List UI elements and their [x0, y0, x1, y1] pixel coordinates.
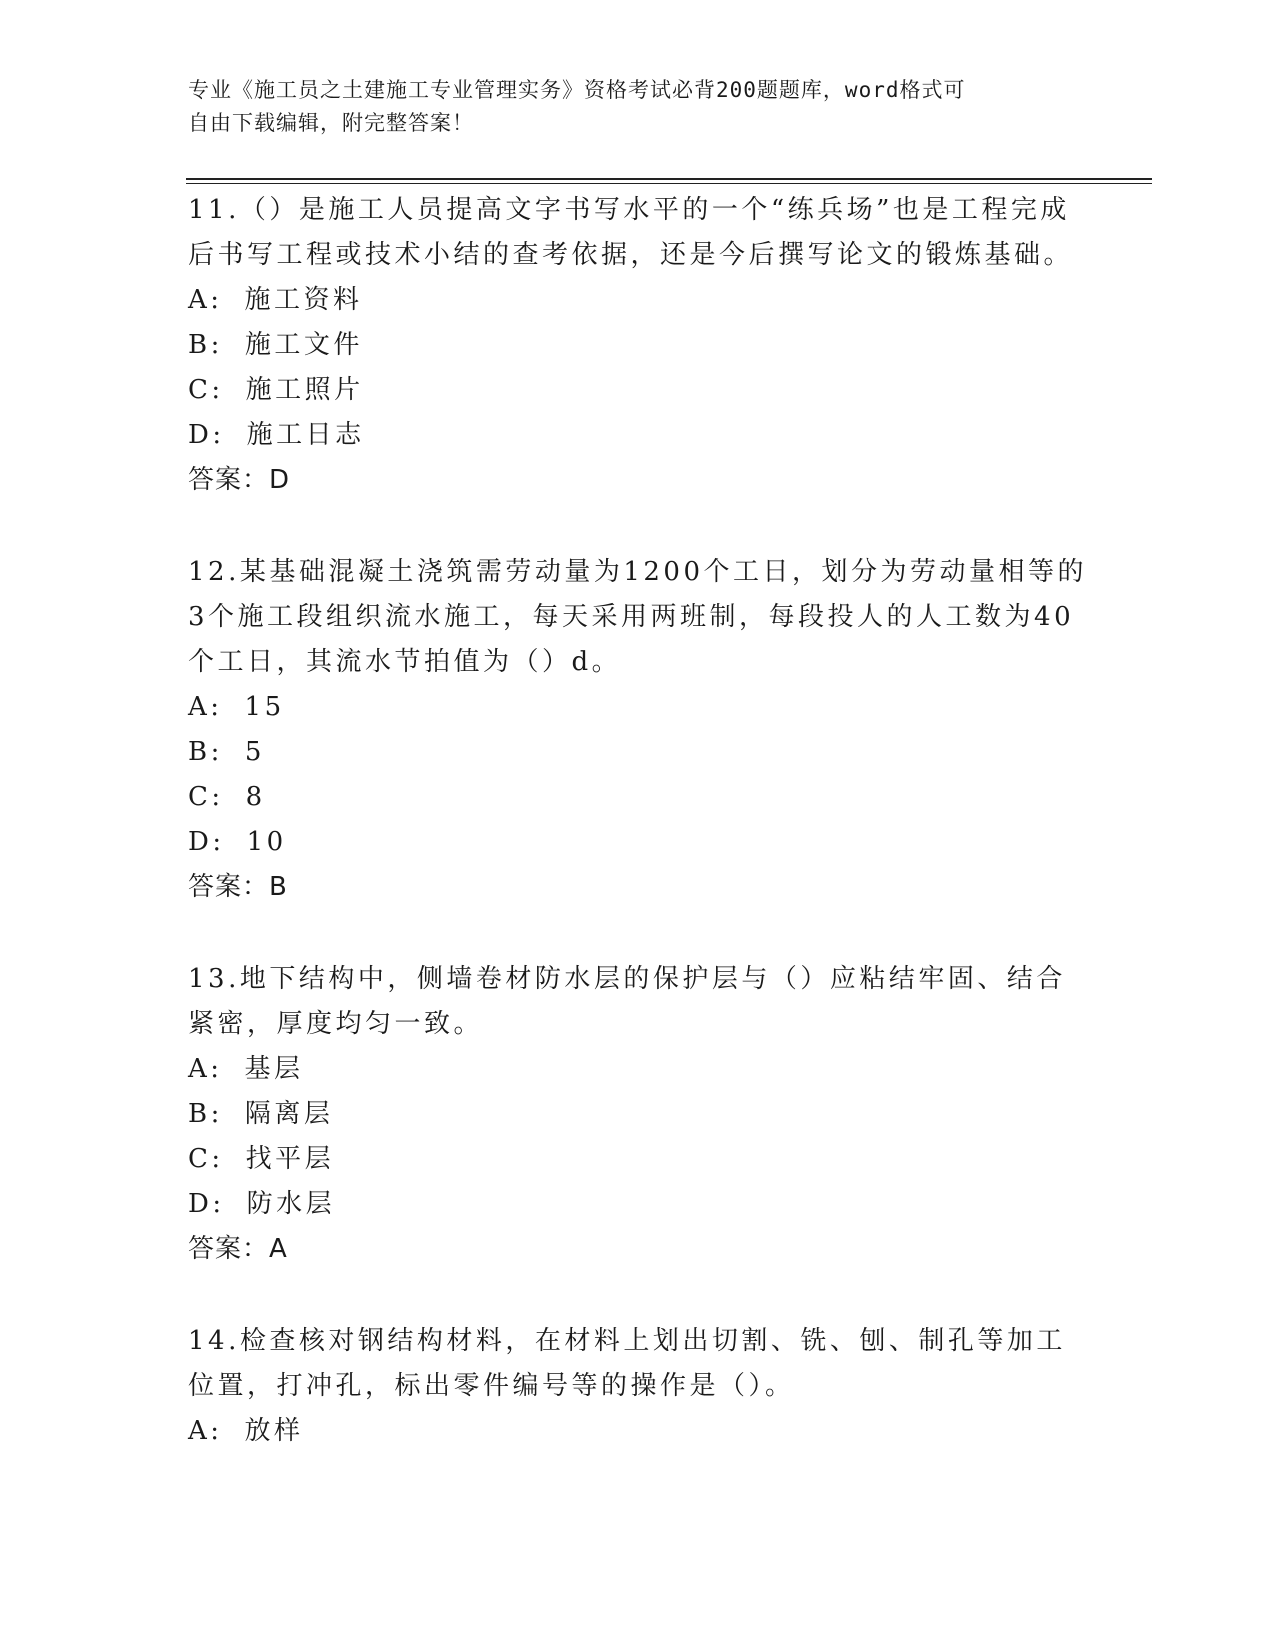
option-text: 15	[244, 692, 285, 722]
option-text: 找平层	[245, 1144, 335, 1174]
option-letter: D:	[188, 827, 225, 857]
option-text: 基层	[244, 1054, 304, 1084]
option-letter: D:	[188, 420, 225, 450]
question-text: 14.检查核对钢结构材料，在材料上划出切割、铣、刨、制孔等加工位置，打冲孔，标出零件编号等的操作是（）。	[188, 1326, 1066, 1401]
option-letter: B:	[188, 737, 223, 767]
question-11	[188, 188, 1088, 503]
question-text: 13.地下结构中，侧墙卷材防水层的保护层与（）应粘结牢固、结合紧密，厚度均匀一致。	[188, 964, 1066, 1039]
option-text: 放样	[244, 1416, 304, 1446]
option-a	[188, 1047, 1088, 1092]
answer-line: 答案：D	[188, 465, 291, 495]
option-d	[188, 820, 1088, 865]
header-line-1: 专业《施工员之土建施工专业管理实务》资格考试必背200题题库，word格式可	[188, 78, 966, 102]
option-d	[188, 1182, 1088, 1227]
option-text: 防水层	[246, 1189, 336, 1219]
answer-line: 答案：A	[188, 1234, 288, 1264]
option-b	[188, 1092, 1088, 1137]
option-text: 施工文件	[244, 330, 363, 360]
option-letter: C:	[188, 782, 224, 812]
option-c	[188, 775, 1088, 820]
option-b	[188, 730, 1088, 775]
option-letter: C:	[188, 1144, 224, 1174]
option-a	[188, 685, 1088, 730]
document-header	[188, 74, 1068, 140]
option-a	[188, 1409, 1088, 1454]
option-c	[188, 368, 1088, 413]
option-text: 隔离层	[244, 1099, 334, 1129]
option-letter: C:	[188, 375, 224, 405]
option-b	[188, 323, 1088, 368]
option-letter: A:	[188, 285, 223, 315]
header-line-2: 自由下载编辑，附完整答案！	[188, 111, 474, 135]
option-letter: A:	[188, 1416, 223, 1446]
option-text: 施工照片	[245, 375, 364, 405]
option-letter: B:	[188, 1099, 223, 1129]
option-text: 10	[246, 827, 287, 857]
option-letter: A:	[188, 1054, 223, 1084]
answer-line: 答案：B	[188, 872, 288, 902]
option-a	[188, 278, 1088, 323]
option-letter: A:	[188, 692, 223, 722]
question-13	[188, 957, 1088, 1272]
option-text: 8	[245, 782, 266, 812]
question-text: 11.（）是施工人员提高文字书写水平的一个“练兵场”也是工程完成后书写工程或技术小结的查考依据，还是今后撰写论文的锻炼基础。	[188, 195, 1074, 270]
header-divider-thin	[186, 183, 1152, 184]
header-divider-thick	[186, 178, 1152, 180]
option-c	[188, 1137, 1088, 1182]
question-12	[188, 550, 1088, 910]
option-text: 5	[244, 737, 265, 767]
option-letter: B:	[188, 330, 223, 360]
option-text: 施工资料	[244, 285, 363, 315]
question-14	[188, 1319, 1088, 1454]
option-letter: D:	[188, 1189, 225, 1219]
question-text: 12.某基础混凝土浇筑需劳动量为1200个工日，划分为劳动量相等的3个施工段组织流水施工，每天采用两班制，每段投人的人工数为40个工日，其流水节拍值为（）d。	[188, 557, 1088, 677]
question-list	[188, 188, 1088, 1501]
option-d	[188, 413, 1088, 458]
option-text: 施工日志	[246, 420, 365, 450]
